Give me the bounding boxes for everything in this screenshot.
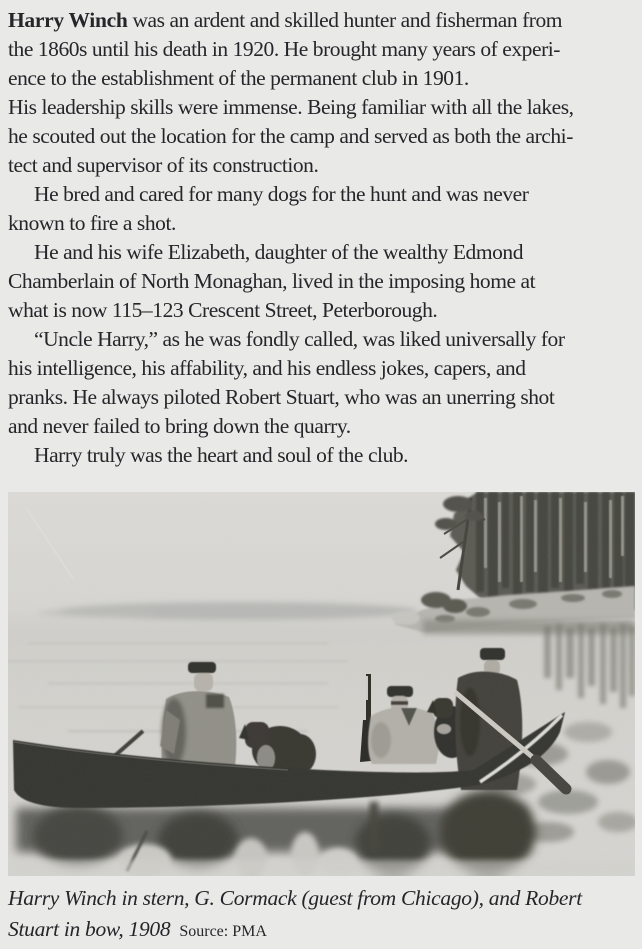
- caption-line: Stuart in bow, 1908 Source: PMA: [8, 917, 267, 941]
- lead-bold-name: Harry Winch: [8, 8, 128, 32]
- text-line: Harry Winch was an ardent and skilled hunter and fisherman from: [8, 8, 563, 32]
- text-line: Chamberlain of North Monaghan, lived in the imposing home at: [8, 269, 536, 293]
- text-line: his intelligence, his affability, and his endless jokes, capers, and: [8, 356, 526, 380]
- text-line: Harry truly was the heart and soul of the club.: [34, 443, 409, 467]
- text-line: He and his wife Elizabeth, daughter of the wealthy Edmond: [34, 240, 523, 264]
- text-line: pranks. He always piloted Robert Stuart, who was an unerring shot: [8, 385, 555, 409]
- text-line: “Uncle Harry,” as he was fondly called, was liked universally for: [34, 327, 565, 351]
- caption-line: Harry Winch in stern, G. Cormack (guest from Chicago), and Robert: [8, 886, 582, 910]
- text-line: the 1860s until his death in 1920. He brought many years of experi-: [8, 37, 561, 61]
- text-line: and never failed to bring down the quarry.: [8, 414, 351, 438]
- text-line: His leadership skills were immense. Being familiar with all the lakes,: [8, 95, 574, 119]
- text-line: He bred and cared for many dogs for the hunt and was never: [34, 182, 529, 206]
- caption-source: Source: PMA: [179, 923, 267, 940]
- photo-caption: [8, 883, 642, 947]
- text-line: what is now 115–123 Crescent Street, Peterborough.: [8, 298, 438, 322]
- film-grain: [8, 492, 635, 876]
- text-line: known to fire a shot.: [8, 211, 176, 235]
- canoe-photograph: [8, 492, 635, 876]
- text-line: he scouted out the location for the camp and served as both the archi-: [8, 124, 573, 148]
- text-line: tect and supervisor of its construction.: [8, 153, 319, 177]
- text-line: ence to the establishment of the permanent club in 1901.: [8, 66, 469, 90]
- article-text: [0, 0, 642, 470]
